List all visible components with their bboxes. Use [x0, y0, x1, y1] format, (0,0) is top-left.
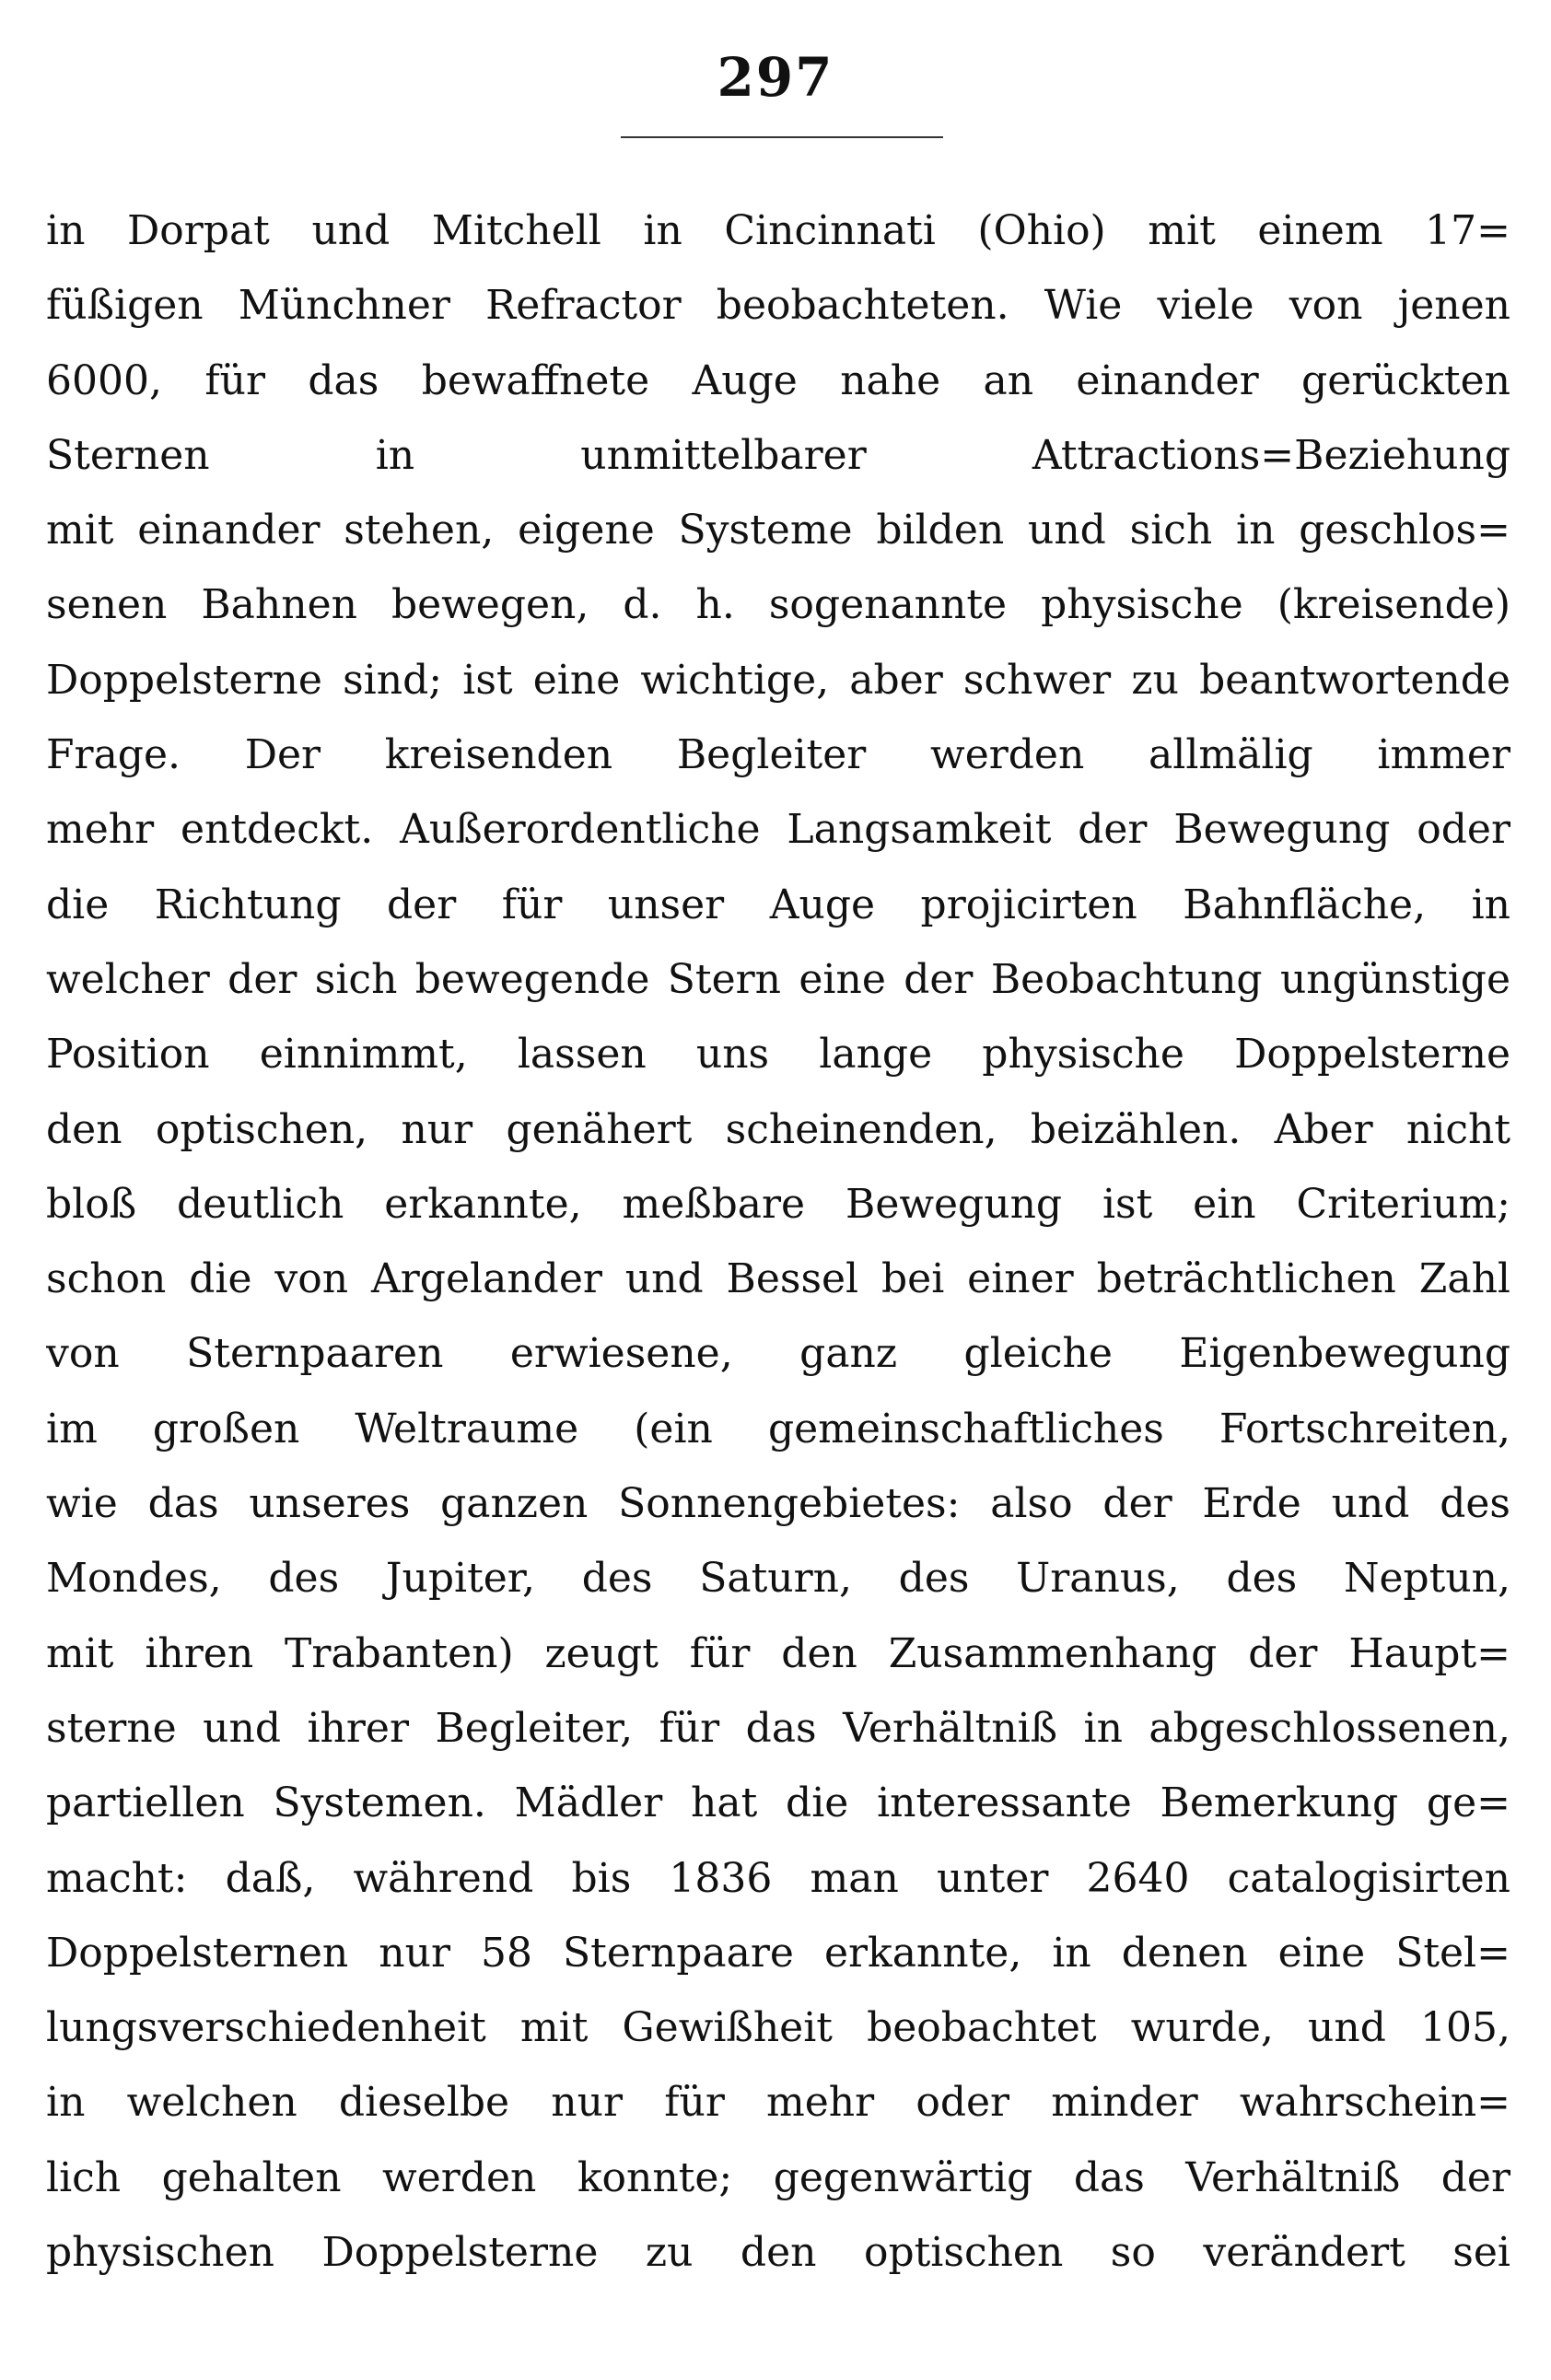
text-line: mehr entdeckt. Außerordentliche Langsamkeit der Bewegung oder — [46, 806, 1510, 854]
text-line: lich gehalten werden konnte; gegenwärtig das Verhältniß der — [46, 2153, 1510, 2201]
text-line: sterne und ihrer Begleiter, für das Verhältniß in abgeschlossenen, — [46, 1704, 1510, 1752]
text-line: in Dorpat und Mitchell in Cincinnati (Ohio) mit einem 17= — [46, 207, 1510, 254]
text-line: mit ihren Trabanten) zeugt für den Zusammenhang der Haupt= — [46, 1629, 1510, 1677]
text-line: 6000, für das bewaffnete Auge nahe an einander gerückten — [46, 356, 1510, 404]
page-number: 297 — [717, 46, 834, 109]
body-text — [46, 193, 1510, 2290]
text-line: partiellen Systemen. Mädler hat die interessante Bemerkung ge= — [46, 1779, 1510, 1827]
text-line: Doppelsterne sind; ist eine wichtige, aber schwer zu beantwortende — [46, 656, 1510, 704]
text-line: in welchen dieselbe nur für mehr oder minder wahrschein= — [46, 2079, 1510, 2127]
text-line: die Richtung der für unser Auge projicirten Bahnfläche, in — [46, 881, 1510, 928]
text-line: senen Bahnen bewegen, d. h. sogenannte physische (kreisende) — [46, 581, 1510, 629]
text-line: welcher der sich bewegende Stern eine der Beobachtung ungünstige — [46, 955, 1510, 1003]
text-line: Frage. Der kreisenden Begleiter werden allmälig immer — [46, 731, 1510, 779]
header-rule — [621, 136, 943, 138]
text-line: füßigen Münchner Refractor beobachteten. Wie viele von jenen — [46, 282, 1510, 330]
text-line: im großen Weltraume (ein gemeinschaftliches Fortschreiten, — [46, 1405, 1510, 1452]
text-line: lungsverschiedenheit mit Gewißheit beobachtet wurde, und 105, — [46, 2004, 1510, 2052]
text-line: mit einander stehen, eigene Systeme bilden und sich in geschlos= — [46, 507, 1510, 554]
text-line: Doppelsternen nur 58 Sternpaare erkannte, in denen eine Stel= — [46, 1929, 1510, 1977]
text-line: bloß deutlich erkannte, meßbare Bewegung ist ein Criterium; — [46, 1180, 1510, 1228]
text-line: von Sternpaaren erwiesene, ganz gleiche Eigenbewegung — [46, 1330, 1510, 1378]
text-line: schon die von Argelander und Bessel bei einer beträchtlichen Zahl — [46, 1255, 1510, 1303]
text-line: Mondes, des Jupiter, des Saturn, des Uranus, des Neptun, — [46, 1555, 1510, 1603]
text-line: Sternen in unmittelbarer Attractions=Beziehung — [46, 431, 1510, 479]
text-line: Position einnimmt, lassen uns lange physische Doppelsterne — [46, 1031, 1510, 1079]
text-line: macht: daß, während bis 1836 man unter 2640 catalogisirten — [46, 1854, 1510, 1902]
text-line: wie das unseres ganzen Sonnengebietes: also der Erde und des — [46, 1480, 1510, 1528]
text-line: den optischen, nur genähert scheinenden, beizählen. Aber nicht — [46, 1105, 1510, 1153]
text-line: physischen Doppelsterne zu den optischen so verändert sei — [46, 2229, 1510, 2277]
